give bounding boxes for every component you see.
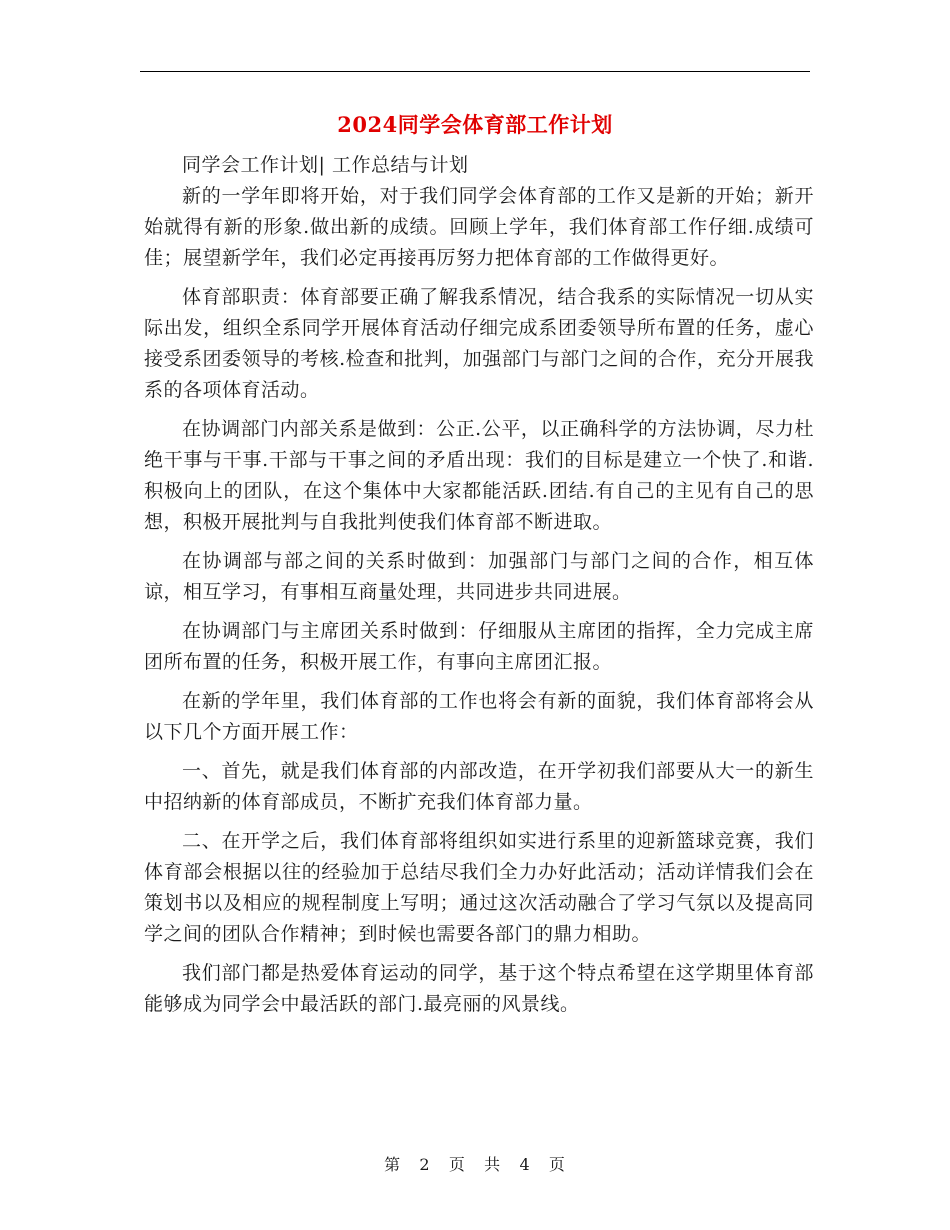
paragraph-item-one: 一、首先，就是我们体育部的内部改造，在开学初我们部要从大一的新生中招纳新的体育部成员，不断扩充我们体育部力量。 [144,760,814,813]
document-subtitle: 同学会工作计划| 工作总结与计划 [182,154,469,176]
footer-current-page: 2 [419,1155,431,1174]
paragraph-closing: 我们部门都是热爱体育运动的同学，基于这个特点希望在这学期里体育部能够成为同学会中最活跃的部门.最亮丽的风景线。 [144,962,814,1015]
paragraph-new-year-plan: 在新的学年里，我们体育部的工作也将会有新的面貌，我们体育部将会从以下几个方面开展工作： [144,690,814,743]
paragraph-item-two: 二、在开学之后，我们体育部将组织如实进行系里的迎新篮球竞赛，我们体育部会根据以往的经验加于总结尽我们全力办好此活动；活动详情我们会在策划书以及相应的规程制度上写明；通过这次活动融合了学习气氛以及提高同学之间的团队合作精神；到时候也需要各部门的鼎力相助。 [144,830,814,945]
footer-page-unit: 页 [448,1155,466,1174]
paragraph-presidium-relations: 在协调部门与主席团关系时做到：仔细服从主席团的指挥，全力完成主席团所布置的任务，积极开展工作，有事向主席团汇报。 [144,620,814,673]
paragraph-intro: 新的一学年即将开始，对于我们同学会体育部的工作又是新的开始；新开始就得有新的形象.做出新的成绩。回顾上学年，我们体育部工作仔细.成绩可佳；展望新学年，我们必定再接再厉努力把体育部的工作做得更好。 [144,185,814,269]
document-title: 2024同学会体育部工作计划 [337,112,613,137]
paragraph-duties: 体育部职责：体育部要正确了解我系情况，结合我系的实际情况一切从实际出发，组织全系同学开展体育活动仔细完成系团委领导所布置的任务，虚心接受系团委领导的考核.检查和批判，加强部门与部门之间的合作，充分开展我系的各项体育活动。 [144,286,814,401]
paragraph-department-relations: 在协调部与部之间的关系时做到：加强部门与部门之间的合作，相互体谅，相互学习，有事相互商量处理，共同进步共同进展。 [144,550,814,603]
paragraph-internal-relations: 在协调部门内部关系是做到：公正.公平，以正确科学的方法协调，尽力杜绝干事与干事.干部与干事之间的矛盾出现：我们的目标是建立一个快了.和谐.积极向上的团队，在这个集体中大家都能活跃.团结.有自己的主见有自己的思想，积极开展批判与自我批判使我们体育部不断进取。 [144,418,814,533]
footer-total-label: 共 [484,1155,502,1174]
header-rule [140,71,810,72]
footer-total-unit: 页 [548,1155,566,1174]
footer-total-pages: 4 [519,1155,531,1174]
page-footer [0,1152,950,1175]
document-body [144,150,814,1028]
footer-page-label: 第 [384,1155,402,1174]
